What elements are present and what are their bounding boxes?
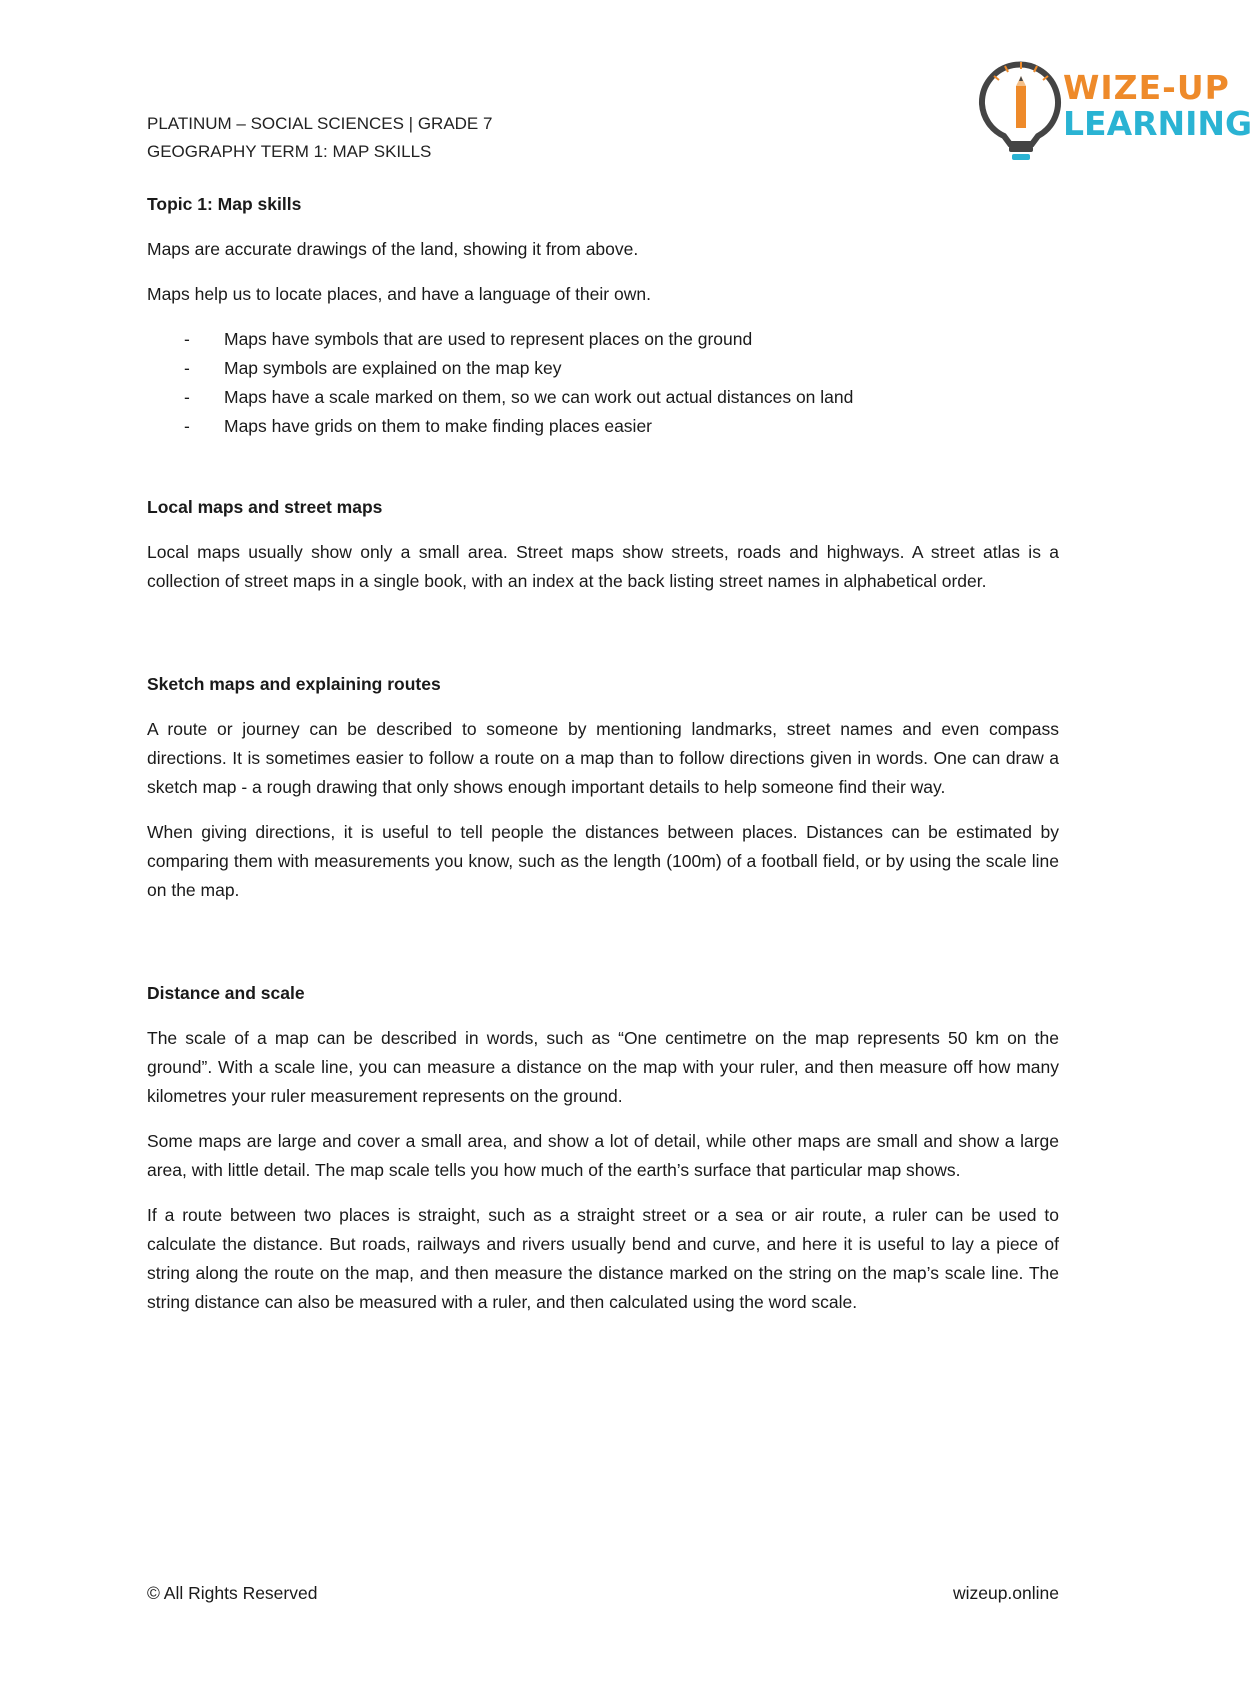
logo-word-wizeup: WIZE-UP	[1063, 68, 1230, 107]
paragraph: The scale of a map can be described in words, such as “One centimetre on the map represents 50 km on the ground”. With a scale line, you can measure a distance on the map with your ruler, and then measure off how many kilometres your ruler measurement represents on the ground.	[147, 1028, 1059, 1106]
paragraph: Some maps are large and cover a small area, and show a lot of detail, while other maps are small and show a large area, with little detail. The map scale tells you how much of the earth’s surface that particular map shows.	[147, 1131, 1059, 1180]
paragraph: Maps are accurate drawings of the land, showing it from above.	[147, 239, 639, 259]
header-line-1: PLATINUM – SOCIAL SCIENCES | GRADE 7	[147, 114, 493, 133]
list-item: - Map symbols are explained on the map key	[147, 354, 1059, 383]
logo-word-learning: LEARNING	[1063, 104, 1252, 143]
section-heading-topic1: Topic 1: Map skills	[147, 194, 302, 214]
footer-website: wizeup.online	[952, 1583, 1059, 1603]
logo-wordmark	[1063, 70, 1252, 142]
section-heading-local-maps: Local maps and street maps	[147, 497, 383, 517]
paragraph: Local maps usually show only a small area. Street maps show streets, roads and highways. A street atlas is a collection of street maps in a single book, with an index at the back listing street names in alphabetical order.	[147, 542, 1059, 591]
paragraph: Maps help us to locate places, and have a language of their own.	[147, 284, 651, 304]
paragraph: A route or journey can be described to someone by mentioning landmarks, street names and even compass directions. It is sometimes easier to follow a route on a map than to follow directions given in words. One can draw a sketch map - a rough drawing that only shows enough important details to help someone find their way.	[147, 719, 1059, 797]
list-item: - Maps have a scale marked on them, so we can work out actual distances on land	[147, 383, 1059, 412]
document-body	[147, 190, 1059, 1333]
section-heading-sketch-maps: Sketch maps and explaining routes	[147, 674, 441, 694]
bullet-list	[147, 325, 1059, 441]
paragraph: If a route between two places is straight, such as a straight street or a sea or air route, a ruler can be used to calculate the distance. But roads, railways and rivers usually bend and curve, and here it is useful to lay a piece of string along the route on the map, and then measure the distance marked on the string on the map’s scale line. The string distance can also be measured with a ruler, and then calculated using the word scale.	[147, 1205, 1059, 1312]
list-item: - Maps have symbols that are used to represent places on the ground	[147, 325, 1059, 354]
paragraph: When giving directions, it is useful to tell people the distances between places. Distances can be estimated by comparing them with measurements you know, such as the length (100m) of a football field, or by using the scale line on the map.	[147, 822, 1059, 900]
header-line-2: GEOGRAPHY TERM 1: MAP SKILLS	[147, 142, 432, 161]
footer-copyright: © All Rights Reserved	[147, 1583, 318, 1603]
list-item: - Maps have grids on them to make finding places easier	[147, 412, 1059, 441]
section-heading-distance-scale: Distance and scale	[147, 983, 305, 1003]
document-header	[147, 110, 492, 166]
